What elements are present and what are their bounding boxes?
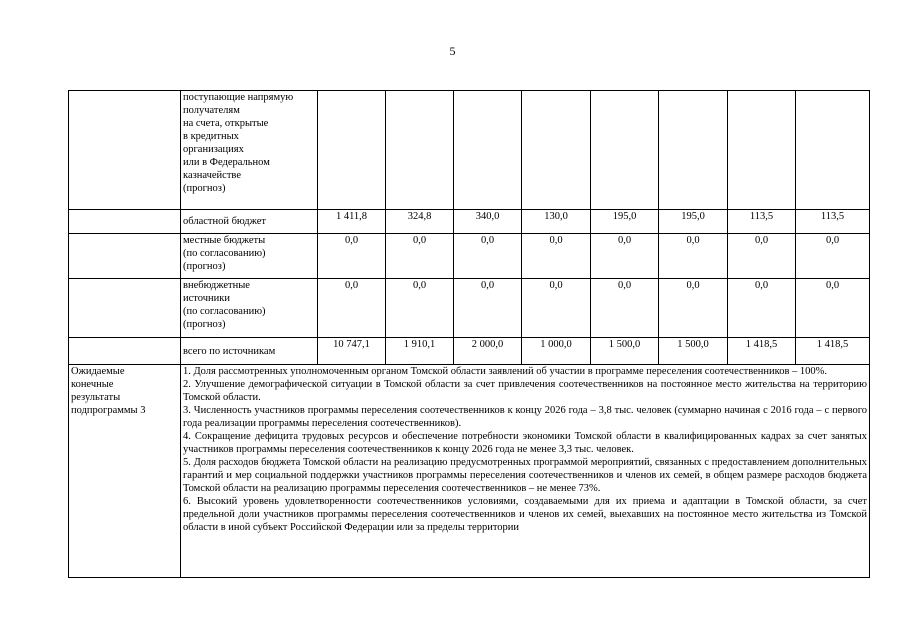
value-cell: 340,0: [454, 210, 522, 234]
table-row: [69, 91, 870, 210]
row-label: местные бюджеты (по согласованию) (прогноз): [181, 234, 318, 279]
left-column-cell: [69, 279, 181, 338]
value-cell: [522, 91, 591, 210]
value-cell: [318, 91, 386, 210]
value-cell: 0,0: [659, 234, 728, 279]
value-cell: 1 418,5: [796, 338, 870, 365]
value-cell: 324,8: [386, 210, 454, 234]
value-cell: 0,0: [522, 279, 591, 338]
value-cell: 0,0: [591, 279, 659, 338]
row-label: областной бюджет: [181, 210, 318, 234]
row-label: поступающие напрямую получателям на счета, открытые в кредитных организациях или в Федеральном казначействе (прогноз): [181, 91, 318, 210]
results-text: [181, 365, 870, 578]
result-item: 5. Доля расходов бюджета Томской области на реализацию предусмотренных программой мероприятий, связанных с предоставлением дополнительных гарантий и мер социальной поддержки участников программы переселения соотечественников и членов их семей, в общем размере расходов бюджета Томской области на реализацию программы переселения соотечественников – не менее 73%.: [183, 457, 867, 494]
value-cell: 1 500,0: [591, 338, 659, 365]
results-heading: Ожидаемые конечные результаты подпрограммы 3: [69, 365, 181, 578]
value-cell: 1 411,8: [318, 210, 386, 234]
value-cell: 0,0: [591, 234, 659, 279]
value-cell: 0,0: [386, 279, 454, 338]
row-label: внебюджетные источники (по согласованию) (прогноз): [181, 279, 318, 338]
value-cell: [386, 91, 454, 210]
value-cell: 1 418,5: [728, 338, 796, 365]
table-row: [69, 279, 870, 338]
value-cell: 0,0: [796, 234, 870, 279]
value-cell: 113,5: [728, 210, 796, 234]
financing-table: [68, 90, 870, 578]
value-cell: 0,0: [796, 279, 870, 338]
value-cell: 0,0: [454, 279, 522, 338]
result-item: 6. Высокий уровень удовлетворенности соотечественников условиями, создаваемыми для их приема и адаптации в Томской области, за счет предельной доли участников программы переселения соотечественников и членов их семей, выехавших на постоянное место жительства из Томской области в иной субъект Российской Федерации или за пределы территории: [183, 496, 867, 533]
value-cell: 1 910,1: [386, 338, 454, 365]
results-row: [69, 365, 870, 578]
value-cell: 10 747,1: [318, 338, 386, 365]
value-cell: 0,0: [318, 279, 386, 338]
left-column-cell: [69, 210, 181, 234]
value-cell: 0,0: [522, 234, 591, 279]
value-cell: 0,0: [386, 234, 454, 279]
value-cell: [454, 91, 522, 210]
row-label: всего по источникам: [181, 338, 318, 365]
left-column-cell: [69, 91, 181, 210]
value-cell: 0,0: [454, 234, 522, 279]
value-cell: [591, 91, 659, 210]
value-cell: [659, 91, 728, 210]
value-cell: 1 000,0: [522, 338, 591, 365]
left-column-cell: [69, 234, 181, 279]
value-cell: 2 000,0: [454, 338, 522, 365]
value-cell: [796, 91, 870, 210]
table-row: [69, 338, 870, 365]
table-row: [69, 210, 870, 234]
value-cell: 0,0: [728, 234, 796, 279]
result-item: 1. Доля рассмотренных уполномоченным органом Томской области заявлений об участии в программе переселения соотечественников – 100%.: [183, 366, 828, 377]
table-row: [69, 234, 870, 279]
left-column-cell: [69, 338, 181, 365]
value-cell: [728, 91, 796, 210]
result-item: 3. Численность участников программы переселения соотечественников к концу 2026 года – 3,8 тыс. человек (суммарно начиная с 2016 года – с первого года реализации программы переселения соотечественников).: [183, 405, 867, 429]
value-cell: 113,5: [796, 210, 870, 234]
value-cell: 0,0: [318, 234, 386, 279]
result-item: 4. Сокращение дефицита трудовых ресурсов и обеспечение потребности экономики Томской области в квалифицированных кадрах за счет занятых участников программы переселения соотечественников к концу 2026 года не менее 3,3 тыс. человек.: [183, 431, 867, 455]
value-cell: 130,0: [522, 210, 591, 234]
value-cell: 0,0: [659, 279, 728, 338]
value-cell: 195,0: [659, 210, 728, 234]
result-item: 2. Улучшение демографической ситуации в Томской области за счет привлечения соотечественников на постоянное место жительства на территорию Томской области.: [183, 379, 867, 403]
value-cell: 0,0: [728, 279, 796, 338]
page-number: 5: [449, 44, 456, 58]
value-cell: 1 500,0: [659, 338, 728, 365]
value-cell: 195,0: [591, 210, 659, 234]
